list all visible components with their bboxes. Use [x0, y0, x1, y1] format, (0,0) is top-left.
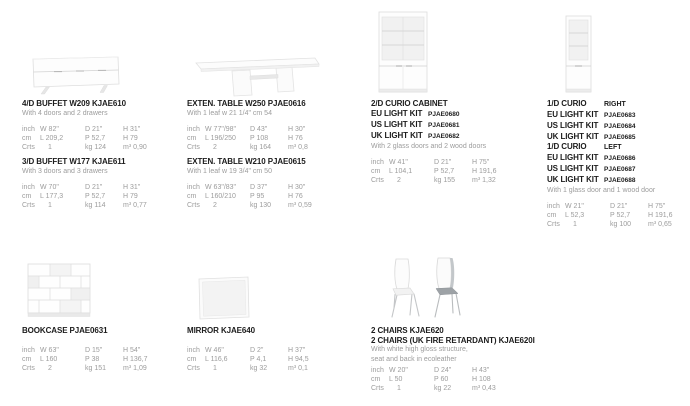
product-title: 2 CHAIRS KJAE620: [371, 326, 444, 335]
product-buffet-3d: [22, 157, 147, 210]
spec-cell: inch: [187, 346, 200, 354]
spec-cell: cm: [22, 135, 32, 142]
spec-cell: H 76: [288, 193, 303, 200]
spec-table: [371, 158, 497, 185]
spec-cell: D 37": [250, 184, 268, 191]
spec-cell: Crts: [187, 202, 200, 209]
spec-cell: P 52,7: [85, 193, 106, 200]
spec-cell: kg 151: [85, 364, 107, 372]
spec-cell: cm: [371, 376, 381, 383]
product-bookcase: [22, 326, 148, 373]
spec-cell: W 46": [205, 346, 224, 354]
spec-cell: kg 155: [434, 177, 456, 184]
spec-cell: D 21": [610, 203, 628, 210]
variant-label: LEFT: [604, 144, 622, 151]
spec-cell: m³ 1,09: [123, 364, 147, 372]
chairs-image: [381, 256, 469, 322]
spec-cell: L 52,3: [565, 212, 585, 219]
spec-cell: L 196/250: [205, 135, 236, 142]
spec-cell: H 31": [123, 126, 141, 133]
spec-cell: H 191,6: [648, 212, 673, 219]
extension-table-icon: [192, 50, 322, 100]
product-title-line: [547, 142, 673, 153]
kit-code: PJAE0685: [604, 134, 636, 141]
light-kit-line: [371, 109, 497, 120]
light-kit-line: [547, 110, 635, 121]
spec-cell: H 75": [648, 203, 666, 210]
spec-cell: inch: [371, 159, 384, 166]
spec-cell: kg 164: [250, 144, 272, 151]
kit-label: UK LIGHT KIT: [547, 174, 599, 184]
mirror-image: [196, 275, 252, 321]
light-kit-line: [371, 131, 497, 142]
spec-cell: 1: [573, 221, 577, 228]
product-title: MIRROR KJAE640: [187, 326, 255, 335]
spec-cell: 2: [397, 177, 401, 184]
kit-code: PJAE0684: [604, 123, 636, 130]
product-title-line: [547, 99, 635, 110]
kit-code: PJAE0682: [428, 133, 460, 140]
spec-cell: inch: [22, 346, 35, 354]
spec-cell: 1: [213, 364, 217, 372]
light-kit-line: [547, 175, 673, 186]
product-chairs: [371, 326, 535, 393]
curio-2d-icon: [374, 10, 432, 96]
spec-cell: H 94,5: [288, 355, 309, 363]
spec-cell: L 104,1: [389, 168, 413, 175]
spec-cell: Crts: [22, 364, 35, 372]
variant-label: RIGHT: [604, 101, 626, 108]
product-table-w210: [187, 157, 312, 210]
light-kit-line: [547, 132, 635, 143]
spec-cell: inch: [371, 367, 384, 374]
spec-cell: H 79: [123, 193, 138, 200]
product-description: With 1 leaf w 21 1/4" cm 54: [187, 109, 272, 117]
spec-cell: D 21": [85, 184, 103, 191]
spec-cell: Crts: [187, 144, 200, 151]
product-description: seat and back in ecoleather: [371, 355, 457, 363]
spec-cell: P 52,7: [434, 168, 455, 175]
product-description: With 2 glass doors and 2 wood doors: [371, 142, 487, 150]
spec-cell: W 20": [389, 367, 408, 374]
spec-cell: H 191,6: [472, 168, 497, 175]
buffet-image: [26, 52, 126, 96]
spec-cell: L 50: [389, 376, 403, 383]
spec-cell: inch: [187, 184, 200, 191]
product-curio-1d-left: [547, 142, 673, 229]
spec-cell: Crts: [187, 364, 200, 372]
kit-code: PJAE0687: [604, 166, 636, 173]
spec-cell: Crts: [371, 177, 384, 184]
spec-cell: H 75": [472, 159, 490, 166]
spec-cell: m³ 0,59: [288, 202, 312, 209]
spec-cell: H 43": [472, 367, 490, 374]
chairs-icon: [381, 256, 469, 322]
spec-cell: kg 130: [250, 202, 272, 209]
product-mirror: [187, 326, 309, 373]
kit-label: EU LIGHT KIT: [371, 108, 423, 118]
mirror-icon: [196, 275, 252, 321]
spec-cell: L 177,3: [40, 193, 64, 200]
spec-cell: m³ 0,65: [648, 221, 672, 228]
spec-cell: kg 100: [610, 221, 632, 228]
light-kit-line: [547, 153, 673, 164]
spec-cell: L 116,6: [205, 355, 228, 363]
spec-cell: m³ 0,8: [288, 144, 308, 151]
bookcase-image: [25, 260, 93, 322]
spec-cell: H 76: [288, 135, 303, 142]
spec-cell: cm: [547, 212, 557, 219]
spec-cell: H 54": [123, 346, 141, 354]
spec-cell: W 70": [40, 184, 59, 191]
curio-1d-icon: [562, 14, 596, 96]
spec-cell: H 31": [123, 184, 141, 191]
spec-cell: m³ 0,1: [288, 364, 308, 372]
spec-table: [187, 183, 312, 210]
product-curio-2d: [371, 99, 497, 185]
spec-cell: H 37": [288, 346, 306, 354]
product-title: 2/D CURIO CABINET: [371, 99, 448, 108]
spec-cell: m³ 0,43: [472, 385, 496, 392]
spec-cell: inch: [22, 184, 35, 191]
spec-cell: cm: [22, 355, 32, 363]
light-kit-line: [371, 120, 497, 131]
buffet-icon: [26, 52, 126, 96]
spec-cell: 1: [397, 385, 401, 392]
spec-cell: 2: [213, 144, 217, 151]
spec-cell: m³ 0,90: [123, 144, 147, 151]
kit-label: UK LIGHT KIT: [547, 131, 599, 141]
spec-table: [187, 346, 309, 373]
spec-cell: m³ 0,77: [123, 202, 147, 209]
product-buffet-4d: [22, 99, 147, 152]
spec-cell: H 136,7: [123, 355, 148, 363]
spec-cell: P 108: [250, 135, 269, 142]
kit-label: EU LIGHT KIT: [547, 109, 599, 119]
bookcase-icon: [25, 260, 93, 322]
spec-cell: P 60: [434, 376, 449, 383]
product-title: BOOKCASE PJAE0631: [22, 326, 108, 335]
spec-table: [371, 366, 535, 393]
spec-table: [22, 125, 147, 152]
spec-cell: W 21": [565, 203, 584, 210]
curio-1d-image: [562, 14, 596, 96]
spec-cell: kg 32: [250, 364, 268, 372]
product-title: 1/D CURIO: [547, 142, 587, 151]
spec-cell: L 160: [40, 355, 58, 363]
spec-cell: cm: [187, 193, 197, 200]
spec-cell: 1: [48, 202, 52, 209]
kit-label: US LIGHT KIT: [547, 120, 599, 130]
spec-cell: P 52,7: [85, 135, 106, 142]
spec-cell: 2: [48, 364, 52, 372]
product-title: 1/D CURIO: [547, 99, 587, 108]
spec-cell: H 79: [123, 135, 138, 142]
spec-cell: H 30": [288, 184, 306, 191]
extension-table-image: [192, 50, 322, 100]
spec-table: [547, 202, 673, 229]
spec-cell: 1: [48, 144, 52, 151]
kit-code: PJAE0688: [604, 177, 636, 184]
spec-cell: kg 124: [85, 144, 107, 151]
spec-cell: D 2": [250, 346, 264, 354]
spec-cell: Crts: [22, 202, 35, 209]
spec-cell: H 108: [472, 376, 491, 383]
spec-cell: D 24": [434, 367, 452, 374]
spec-cell: inch: [187, 126, 200, 133]
spec-cell: Crts: [371, 385, 384, 392]
kit-label: US LIGHT KIT: [547, 163, 599, 173]
light-kit-line: [547, 121, 635, 132]
spec-cell: P 38: [85, 355, 100, 363]
spec-cell: 2: [213, 202, 217, 209]
spec-cell: kg 22: [434, 385, 452, 392]
product-table-w250: [187, 99, 308, 152]
spec-table: [22, 183, 147, 210]
kit-label: UK LIGHT KIT: [371, 130, 423, 140]
spec-cell: cm: [187, 135, 197, 142]
spec-cell: inch: [22, 126, 35, 133]
spec-cell: D 15": [85, 346, 103, 354]
product-title: EXTEN. TABLE W210 PJAE0615: [187, 157, 306, 166]
product-title: 4/D BUFFET W209 KJAE610: [22, 99, 126, 108]
product-title: 3/D BUFFET W177 KJAE611: [22, 157, 126, 166]
product-description: With 1 glass door and 1 wood door: [547, 186, 656, 194]
kit-code: PJAE0683: [604, 112, 636, 119]
spec-table: [22, 346, 148, 373]
kit-code: PJAE0681: [428, 122, 460, 129]
spec-cell: W 63": [40, 346, 59, 354]
product-title: EXTEN. TABLE W250 PJAE0616: [187, 99, 306, 108]
spec-cell: kg 114: [85, 202, 106, 209]
light-kit-line: [547, 164, 673, 175]
kit-label: US LIGHT KIT: [371, 119, 423, 129]
spec-cell: D 21": [85, 126, 103, 133]
spec-cell: cm: [187, 355, 197, 363]
product-description: With 1 leaf w 19 3/4" cm 50: [187, 167, 272, 175]
spec-cell: inch: [547, 203, 560, 210]
spec-cell: W 41": [389, 159, 408, 166]
kit-code: PJAE0686: [604, 155, 636, 162]
spec-cell: P 95: [250, 193, 265, 200]
spec-table: [187, 125, 308, 152]
spec-cell: W 77"/98": [205, 126, 237, 133]
product-description: With 3 doors and 3 drawers: [22, 167, 108, 175]
product-description: With white high gloss structure,: [371, 346, 468, 353]
kit-code: PJAE0680: [428, 111, 460, 118]
spec-cell: H 30": [288, 126, 306, 133]
spec-cell: D 21": [434, 159, 452, 166]
spec-cell: cm: [22, 193, 32, 200]
product-curio-1d-right: [547, 99, 635, 143]
spec-cell: P 4,1: [250, 355, 267, 363]
spec-cell: P 52,7: [610, 212, 631, 219]
spec-cell: W 82": [40, 126, 59, 133]
spec-cell: Crts: [547, 221, 560, 228]
spec-cell: D 43": [250, 126, 268, 133]
spec-cell: L 160/210: [205, 193, 236, 200]
spec-cell: W 63"/83": [205, 184, 237, 191]
product-title: 2 CHAIRS (UK FIRE RETARDANT) KJAE620I: [371, 335, 535, 345]
kit-label: EU LIGHT KIT: [547, 152, 599, 162]
spec-cell: Crts: [22, 144, 35, 151]
spec-cell: cm: [371, 168, 381, 175]
spec-cell: L 209,2: [40, 135, 64, 142]
product-description: With 4 doors and 2 drawers: [22, 109, 108, 117]
curio-2d-image: [374, 10, 432, 96]
spec-cell: m³ 1,32: [472, 177, 496, 184]
